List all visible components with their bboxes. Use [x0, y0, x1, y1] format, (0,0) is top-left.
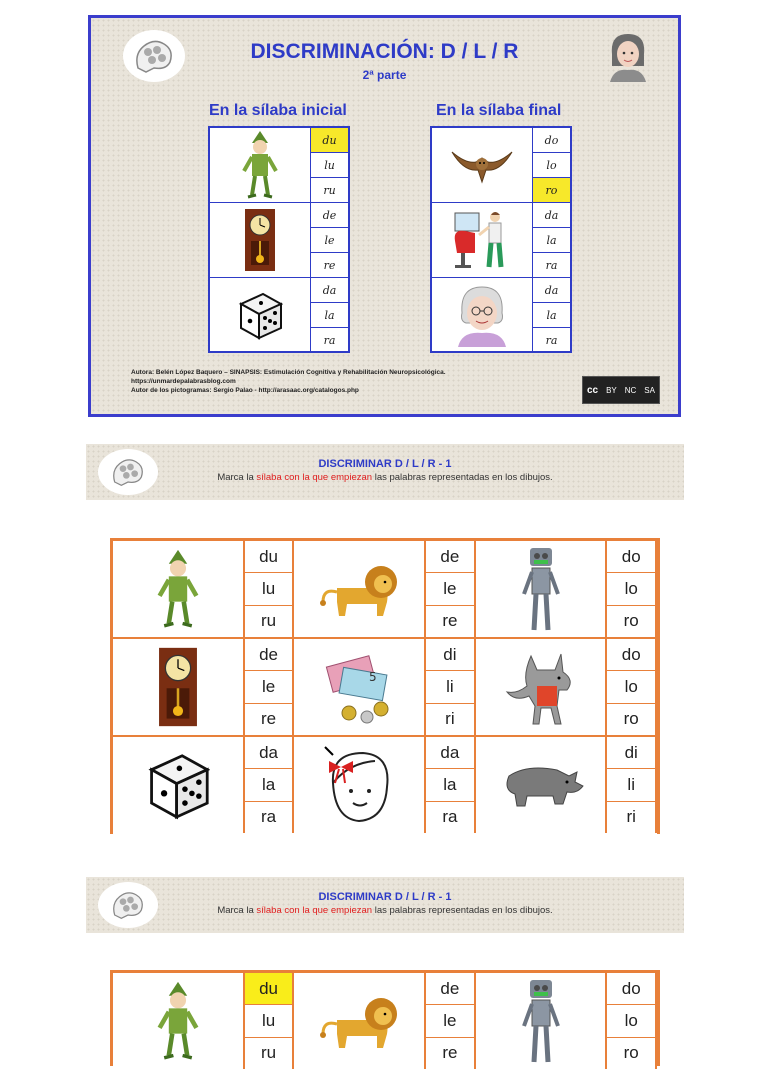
final-syllable-table: [430, 126, 572, 353]
syllable-cell: ra: [545, 333, 558, 347]
dice-icon: [210, 278, 311, 352]
worksheet-grid: [110, 538, 660, 834]
syllable-option[interactable]: ro: [623, 611, 639, 631]
rhino-icon: [476, 737, 606, 833]
syllable-cell: ra: [323, 333, 336, 347]
robot-icon: [476, 541, 606, 637]
syllable-choices: [243, 639, 295, 735]
syllable-choices: [243, 541, 295, 637]
syllable-option[interactable]: da: [245, 737, 293, 769]
table-row: [432, 278, 570, 352]
syllable-option[interactable]: ru: [260, 1043, 277, 1063]
syllable-option[interactable]: lo: [607, 671, 655, 703]
syllable-cell: da: [311, 278, 348, 303]
syllable-option[interactable]: ro: [623, 709, 639, 729]
cover-subtitle: 2ª parte: [362, 68, 407, 82]
syllable-option[interactable]: la: [426, 769, 474, 801]
bow-girl-icon: [294, 737, 424, 833]
syllable-option[interactable]: do: [607, 973, 655, 1005]
syllable-option[interactable]: ru: [260, 611, 277, 631]
worksheet-instruction: Marca la sílaba con la que empiezan las palabras representadas en los dibujos.: [217, 905, 553, 916]
syllable-choices: [424, 541, 476, 637]
syllable-cell: la: [311, 303, 348, 328]
table-row: [210, 278, 348, 352]
initial-syllable-table: [208, 126, 350, 353]
credits-line: Autora: Belén López Baquero – SINAPSIS: Estimulación Cognitiva y Rehabilitación Neuropsicológica.: [131, 369, 446, 376]
syllable-choices: [424, 737, 476, 833]
syllable-cell: ru: [323, 183, 336, 197]
syllable-option[interactable]: di: [607, 737, 655, 769]
table-row: [113, 737, 657, 833]
hairdresser-icon: [432, 203, 533, 277]
syllable-choices: [424, 973, 476, 1069]
syllable-option[interactable]: du: [245, 973, 293, 1005]
owl-icon: [432, 128, 533, 202]
svg-text:5: 5: [369, 670, 377, 684]
syllable-cell: le: [311, 228, 348, 253]
syllable-option[interactable]: ri: [626, 807, 636, 827]
worksheet-header: [86, 444, 684, 500]
syllable-option[interactable]: re: [260, 709, 277, 729]
table-row: [210, 128, 348, 203]
syllable-option[interactable]: lu: [245, 1005, 293, 1037]
syllable-option[interactable]: le: [426, 1005, 474, 1037]
clock-icon: [210, 203, 311, 277]
credits-line: Autor de los pictogramas: Sergio Palao - http://arasaac.org/catalogos.php: [131, 387, 359, 394]
syllable-option[interactable]: ra: [260, 807, 277, 827]
lion-icon: [294, 541, 424, 637]
syllable-option[interactable]: de: [426, 541, 474, 573]
credits-link[interactable]: https://unmardepalabrasblog.com: [131, 378, 236, 385]
cc-label: SA: [644, 385, 655, 395]
syllable-option[interactable]: do: [607, 639, 655, 671]
table-row: [432, 128, 570, 203]
syllable-cell: lo: [533, 153, 570, 178]
syllable-choices: [424, 639, 476, 735]
table-row: [432, 203, 570, 278]
syllable-option[interactable]: do: [607, 541, 655, 573]
syllable-cell: ra: [545, 258, 558, 272]
lion-icon: [294, 973, 424, 1069]
table-row: [113, 639, 657, 737]
syllable-cell: re: [323, 258, 336, 272]
worksheet-header: [86, 877, 684, 933]
table-row: [113, 973, 657, 1069]
elf-icon: [113, 973, 243, 1069]
syllable-option[interactable]: re: [442, 1043, 458, 1063]
syllable-option[interactable]: lo: [607, 573, 655, 605]
cc-label: NC: [624, 385, 637, 395]
elf-icon: [113, 541, 243, 637]
syllable-option[interactable]: lu: [245, 573, 293, 605]
money-icon: [294, 639, 424, 735]
syllable-option[interactable]: du: [245, 541, 293, 573]
left-heading: En la sílaba inicial: [209, 102, 347, 119]
syllable-choices: [605, 541, 657, 637]
syllable-option[interactable]: le: [426, 573, 474, 605]
syllable-cell: la: [533, 228, 570, 253]
cover-slide: [88, 15, 681, 417]
syllable-cell: du: [311, 128, 348, 153]
syllable-cell: do: [533, 128, 570, 153]
cover-title: DISCRIMINACIÓN: D / L / R: [250, 40, 519, 63]
robot-icon: [476, 973, 606, 1069]
syllable-option[interactable]: li: [426, 671, 474, 703]
syllable-option[interactable]: ri: [445, 709, 455, 729]
syllable-cell: lu: [311, 153, 348, 178]
credits-footer: [131, 368, 636, 408]
syllable-choices: [605, 973, 657, 1069]
cc-label: BY: [606, 385, 617, 395]
wolf-icon: [476, 639, 606, 735]
clock-icon: [113, 639, 243, 735]
syllable-choices: [605, 639, 657, 735]
syllable-option[interactable]: de: [426, 973, 474, 1005]
worksheet-title: DISCRIMINAR D / L / R - 1: [318, 458, 452, 470]
syllable-option[interactable]: la: [245, 769, 293, 801]
syllable-choices: [243, 737, 295, 833]
syllable-option[interactable]: de: [245, 639, 293, 671]
woman-avatar-icon: [606, 30, 650, 82]
elf-icon: [210, 128, 311, 202]
syllable-cell: da: [533, 278, 570, 303]
syllable-cell: la: [533, 303, 570, 328]
syllable-cell: de: [311, 203, 348, 228]
syllable-option[interactable]: da: [426, 737, 474, 769]
syllable-option[interactable]: le: [245, 671, 293, 703]
syllable-option[interactable]: re: [442, 611, 458, 631]
cc-icon: cc: [586, 384, 599, 396]
syllable-cell: ro: [533, 178, 570, 202]
right-heading: En la sílaba final: [436, 102, 562, 119]
creative-commons-badge: [582, 376, 660, 404]
worksheet-instruction: Marca la sílaba con la que empiezan las palabras representadas en los dibujos.: [217, 472, 553, 483]
worksheet-title: DISCRIMINAR D / L / R - 1: [318, 891, 452, 903]
syllable-option[interactable]: lo: [607, 1005, 655, 1037]
syllable-option[interactable]: ra: [442, 807, 458, 827]
syllable-cell: da: [533, 203, 570, 228]
syllable-option[interactable]: di: [426, 639, 474, 671]
table-row: [113, 541, 657, 639]
table-row: [210, 203, 348, 278]
syllable-option[interactable]: ro: [623, 1043, 639, 1063]
syllable-choices: [243, 973, 295, 1069]
syllable-choices: [605, 737, 657, 833]
worksheet-grid: [110, 970, 660, 1066]
syllable-option[interactable]: li: [607, 769, 655, 801]
dice-icon: [113, 737, 243, 833]
grandmother-icon: [432, 278, 533, 352]
